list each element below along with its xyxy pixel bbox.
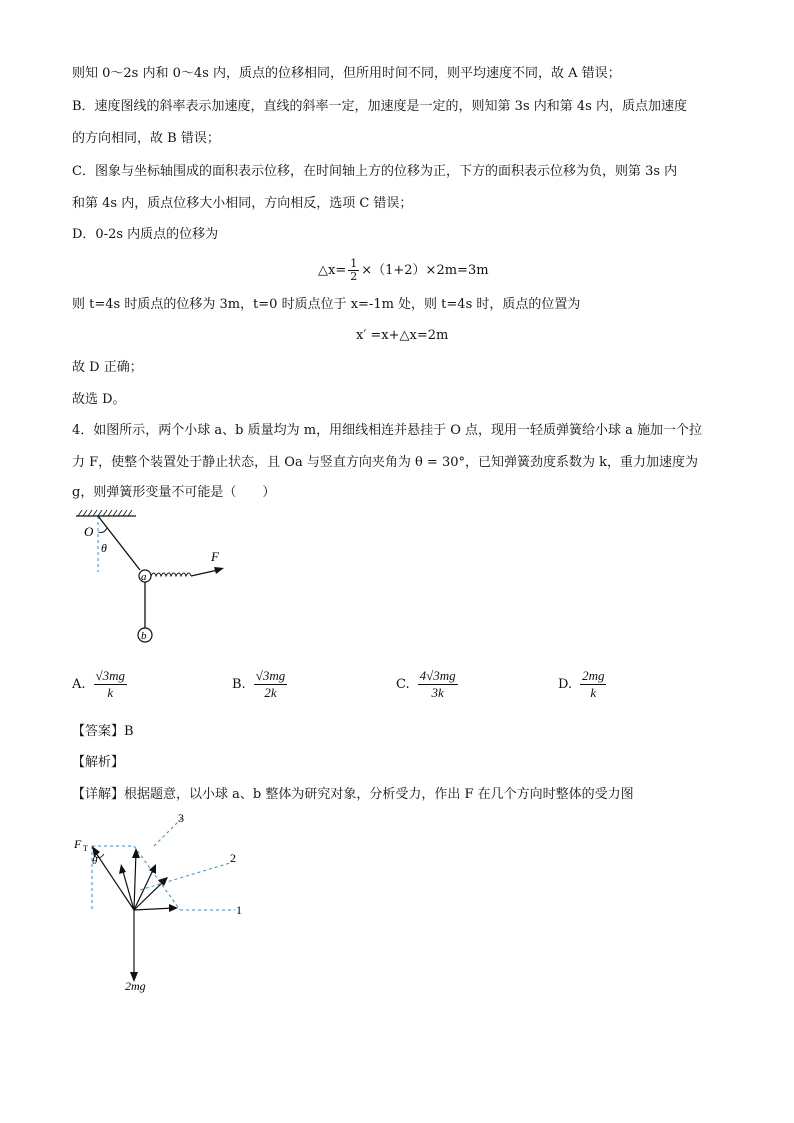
option-c[interactable] bbox=[396, 668, 460, 701]
label-O: O bbox=[84, 524, 94, 539]
eq1-denominator: 2 bbox=[350, 270, 358, 283]
option-a[interactable] bbox=[72, 668, 129, 701]
label-a: a bbox=[141, 571, 147, 583]
text-line-5: 和第 4s 内，质点位移大小相同，方向相反，选项 C 错误； bbox=[72, 196, 413, 211]
option-b-value bbox=[254, 668, 288, 701]
option-a-num: √3mg bbox=[95, 668, 126, 683]
detail-line: 【详解】根据题意，以小球 a、b 整体为研究对象，分析受力，作出 F 在几个方向时整体的受力图 bbox=[72, 787, 634, 802]
eq1-post: ×（1+2）×2m=3m bbox=[361, 263, 489, 278]
option-a-label: A. bbox=[72, 677, 86, 692]
option-d-den: k bbox=[590, 685, 597, 700]
option-d-label: D. bbox=[558, 677, 573, 692]
eq1-pre: △x= bbox=[318, 263, 347, 278]
option-b-num: √3mg bbox=[255, 668, 286, 683]
text-line-2: B．速度图线的斜率表示加速度，直线的斜率一定，加速度是一定的，则知第 3s 内和第 4s 内，质点加速度 bbox=[72, 99, 687, 114]
question-4-line-3: g，则弹簧形变量不可能是（ ） bbox=[72, 485, 276, 500]
text-line-1: 则知 0～2s 内和 0～4s 内，质点的位移相同，但所用时间不同，则平均速度不同，故 A 错误； bbox=[72, 66, 621, 81]
eq1-numerator: 1 bbox=[350, 257, 358, 270]
question-4-line-2: 力 F，使整个装置处于静止状态，且 Oa 与竖直方向夹角为 θ = 30°，已知弹簧劲度系数为 k，重力加速度为 bbox=[72, 455, 698, 470]
eq1-fraction bbox=[348, 258, 359, 283]
figure-force-diagram bbox=[70, 808, 260, 998]
option-c-value bbox=[418, 668, 458, 701]
question-4-line-1: 4．如图所示，两个小球 a、b 质量均为 m，用细线相连并悬挂于 O 点，现用一轻质弹簧给小球 a 施加一个拉 bbox=[72, 423, 703, 438]
equation-displacement bbox=[318, 258, 489, 283]
label-FT-sub: T bbox=[83, 844, 88, 853]
text-line-9: 故选 D。 bbox=[72, 392, 126, 407]
equation-position: x′ =x+△x=2m bbox=[356, 328, 449, 343]
label-direction-1: 1 bbox=[236, 903, 242, 917]
text-line-3: 的方向相同，故 B 错误； bbox=[72, 131, 220, 146]
option-c-num: 4√3mg bbox=[419, 668, 456, 683]
option-a-value bbox=[94, 668, 128, 701]
label-direction-3: 3 bbox=[178, 811, 184, 825]
text-line-8: 故 D 正确； bbox=[72, 360, 143, 375]
analysis-heading: 【解析】 bbox=[72, 755, 125, 770]
option-c-den: 3k bbox=[431, 685, 444, 700]
text-line-6: D．0-2s 内质点的位移为 bbox=[72, 227, 219, 242]
option-b[interactable] bbox=[232, 668, 289, 701]
option-c-label: C. bbox=[396, 677, 410, 692]
label-F: F bbox=[211, 549, 219, 564]
label-theta: θ bbox=[101, 541, 107, 555]
option-a-den: k bbox=[107, 685, 114, 700]
option-d[interactable] bbox=[558, 668, 608, 701]
label-direction-2: 2 bbox=[230, 851, 236, 865]
figure-spring-balls bbox=[68, 508, 238, 650]
option-d-num: 2mg bbox=[582, 668, 605, 683]
label-FT: F bbox=[74, 837, 82, 851]
text-line-7: 则 t=4s 时质点的位移为 3m，t=0 时质点位于 x=-1m 处，则 t=4s 时，质点的位置为 bbox=[72, 297, 581, 312]
answer-line: 【答案】B bbox=[72, 724, 134, 739]
option-d-value bbox=[580, 668, 606, 701]
label-weight: 2mg bbox=[125, 979, 146, 993]
option-b-label: B. bbox=[232, 677, 246, 692]
text-line-4: C．图象与坐标轴围成的面积表示位移，在时间轴上方的位移为正，下方的面积表示位移为负，则第 3s 内 bbox=[72, 164, 678, 179]
label-b: b bbox=[141, 630, 147, 642]
label-theta-2: θ bbox=[92, 855, 98, 867]
option-b-den: 2k bbox=[264, 685, 277, 700]
